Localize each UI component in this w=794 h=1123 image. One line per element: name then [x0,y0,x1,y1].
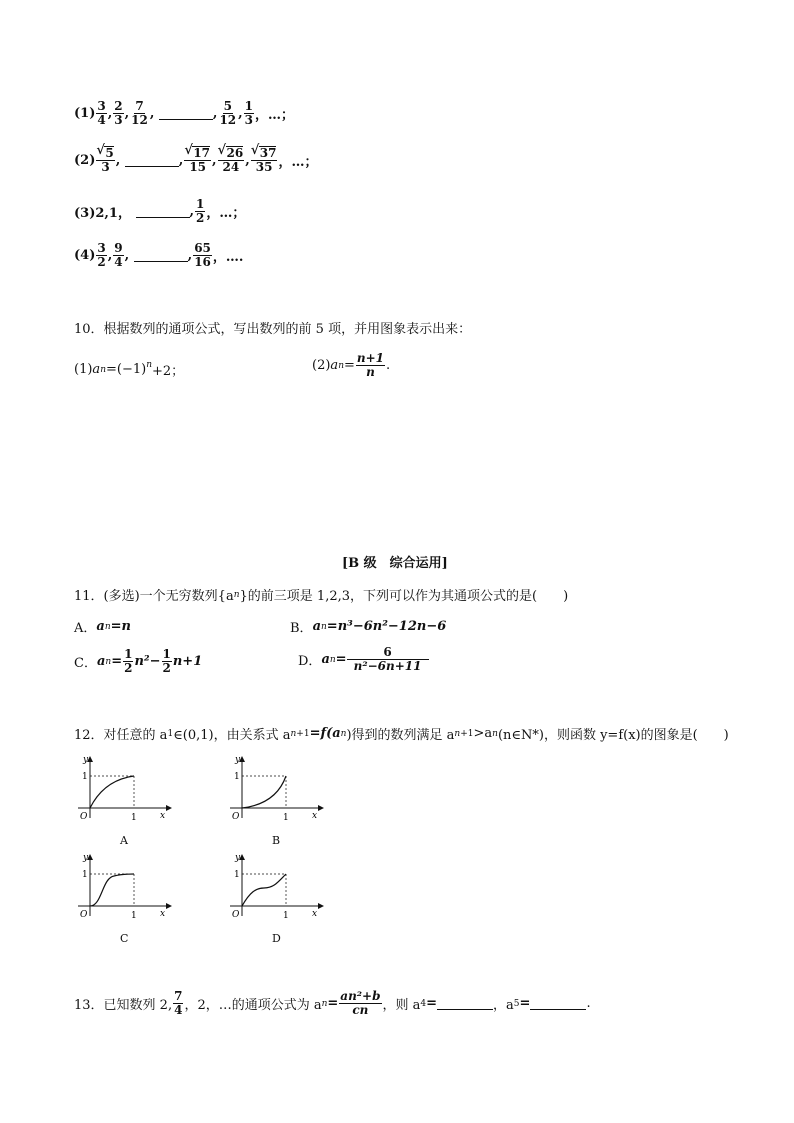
q11-option-d: D． a n = $\frac{6}{\text{n²−6n+11}}$ [298,646,429,673]
q13-a4-blank[interactable] [437,997,493,1010]
function-curve [242,776,286,808]
question-13: 13．已知数列 2, $\frac{7}{4}$ ，2，…的通项公式为 a n = $\frac{\text{an²+b}}{cn}$ ，则 a 4 = ，a 5 = . [74,989,591,1017]
question-10-part2: (2) a n = $\frac{n+1}{n}$ . [312,351,391,379]
x-axis-arrow [318,903,324,909]
graph-option-b[interactable] [226,754,326,829]
q9-item-1: (1) $\frac{3}{4}$ , $\frac{2}{3}$ , $\frac{7}{12}$ , , $\frac{5}{12}$ , $\frac{1}{3}$ ，…； [74,99,295,127]
y-axis-label: y [83,755,89,765]
y-tick-one: 1 [82,870,88,880]
y-tick-one: 1 [234,870,240,880]
origin-label: O [80,910,88,920]
x-tick-one: 1 [283,911,289,921]
fraction: √ $\frac{37}{35}$ [251,146,278,174]
origin-label: O [232,910,240,920]
x-axis-arrow [318,805,324,811]
x-axis-label: x [312,909,318,919]
q10-p2-fraction: $\frac{n+1}{n}$ [356,351,385,379]
graph-caption-a: A [120,834,128,847]
graph-option-d[interactable] [226,852,326,927]
x-tick-one: 1 [131,911,137,921]
origin-label: O [80,812,88,822]
q10-p1-tail: +2； [151,364,185,379]
fraction: $\frac{1}{3}$ [244,99,254,127]
fraction: $\frac{5}{12}$ [219,99,237,127]
q9-blank-2[interactable] [125,154,179,167]
y-axis-label: y [235,853,241,863]
q10-p1-formula: =(−1) [105,362,147,377]
fraction: $\frac{3}{4}$ [97,99,106,127]
q9-blank-3[interactable] [136,205,190,218]
x-axis-label: x [312,811,318,821]
fraction: $\frac{1}{2}$ [196,197,205,225]
fraction: $\frac{9}{4}$ [114,241,123,269]
graph-caption-d: D [272,932,281,945]
y-tick-one: 1 [82,772,88,782]
question-10-part1: (1) a n =(−1) $^n$ +2； [74,359,185,379]
x-axis-label: x [160,909,166,919]
fraction: √ $\frac{17}{15}$ [184,146,211,174]
q9-blank-1[interactable] [159,107,213,120]
x-tick-one: 1 [283,813,289,823]
fraction: $\frac{7}{12}$ [131,99,148,127]
x-axis-arrow [166,903,172,909]
graph-caption-b: B [272,834,281,847]
y-tick-one: 1 [234,772,240,782]
question-10-stem: 10．根据数列的通项公式，写出数列的前 5 项，并用图象表示出来： [74,322,472,337]
x-tick-one: 1 [131,813,137,823]
fraction: √ $\frac{5}{3}$ [96,146,114,174]
q9-blank-4[interactable] [134,249,188,262]
x-axis-arrow [166,805,172,811]
graph-caption-c: C [120,932,129,945]
x-axis-label: x [160,811,166,821]
y-axis-label: y [83,853,89,863]
q10-p1-label: (1) [74,362,93,377]
q10-p1-exp: n [146,359,152,370]
graph-option-a[interactable] [74,754,174,829]
fraction: $\frac{65}{16}$ [194,241,211,269]
section-b-heading: [B 级 综合运用] [342,556,448,571]
q11-option-b: B． a n =n³−6n²−12n−6 [290,619,447,636]
q10-p2-label: (2) [312,358,331,373]
fraction: $\frac{3}{2}$ [97,241,106,269]
function-curve [90,874,134,906]
q9-item-2: (2) √ $\frac{5}{3}$ , , √ $\frac{17}{15}$ , √ $\frac{26}{24}$ , √ $\frac{37}{35}$ ，…； [74,146,318,174]
q11-option-c: C． a n = $\frac{1}{2}$ n²− $\frac{1}{2}$ n+1 [74,647,203,675]
q9-item-3: (3)2,1， , $\frac{1}{2}$ ，…； [74,197,246,225]
q9-item-4: (4) $\frac{3}{2}$ , $\frac{9}{4}$ , , $\frac{65}{16}$ ，…. [74,241,244,269]
graph-option-c[interactable] [74,852,174,927]
origin-label: O [232,812,240,822]
function-curve [242,874,286,906]
question-11-stem: 11．(多选)一个无穷数列{a n }的前三项是 1,2,3，下列可以作为其通项公式的是( ) [74,589,569,604]
fraction: $\frac{2}{3}$ [114,99,123,127]
q11-option-a: A． a n =n [74,619,131,636]
q13-a5-blank[interactable] [530,997,586,1010]
fraction: √ $\frac{26}{24}$ [218,146,245,174]
y-axis-label: y [235,755,241,765]
question-12-stem: 12．对任意的 a 1 ∈(0,1)，由关系式 a n +1 =f(a n )得到的数列满足 a n +1 >a n (n∈N*)，则函数 y=f(x)的图象是( ) [74,726,729,743]
function-curve [90,776,134,808]
